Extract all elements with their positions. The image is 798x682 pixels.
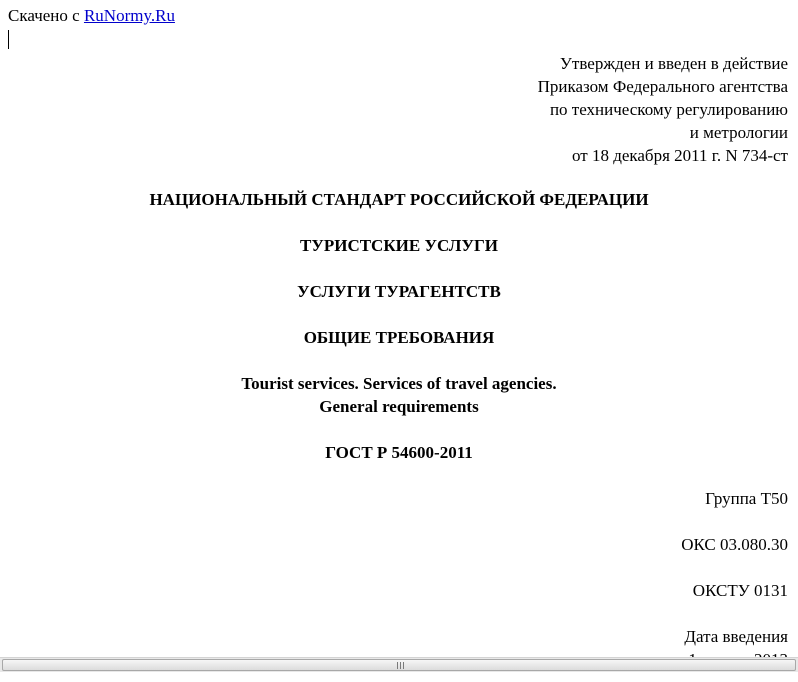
title-national-standard: НАЦИОНАЛЬНЫЙ СТАНДАРТ РОССИЙСКОЙ ФЕДЕРАЦИИ [149,190,649,209]
standard-code: ГОСТ Р 54600-2011 [325,443,473,462]
approval-line: Утвержден и введен в действие [559,54,788,73]
source-prefix: Скачено с [8,6,84,25]
source-line [8,6,175,26]
okstu-code: ОКСТУ 0131 [692,581,788,600]
title-tourist-services: ТУРИСТСКИЕ УСЛУГИ [300,236,498,255]
title-agency-services: УСЛУГИ ТУРАГЕНТСТВ [297,282,501,301]
approval-line: от 18 декабря 2011 г. N 734-ст [571,146,788,165]
approval-line: и метрологии [689,123,788,142]
approval-line: по техническому регулированию [549,100,788,119]
oks-code: ОКС 03.080.30 [681,535,788,554]
scrollbar-thumb[interactable] [2,659,796,671]
title-english-line-1: Tourist services. Services of travel agencies. [241,374,557,393]
grip-lines-icon [397,662,406,669]
title-english-line-2: General requirements [319,397,479,416]
horizontal-scrollbar[interactable] [0,657,798,672]
intro-date-label: Дата введения [684,627,788,646]
approval-block [538,52,788,167]
approval-line: Приказом Федерального агентства [537,77,788,96]
title-general-requirements: ОБЩИЕ ТРЕБОВАНИЯ [303,328,495,347]
text-cursor [8,30,9,49]
group-code: Группа Т50 [705,489,788,508]
runormy-link[interactable]: RuNormy.Ru [83,6,175,25]
